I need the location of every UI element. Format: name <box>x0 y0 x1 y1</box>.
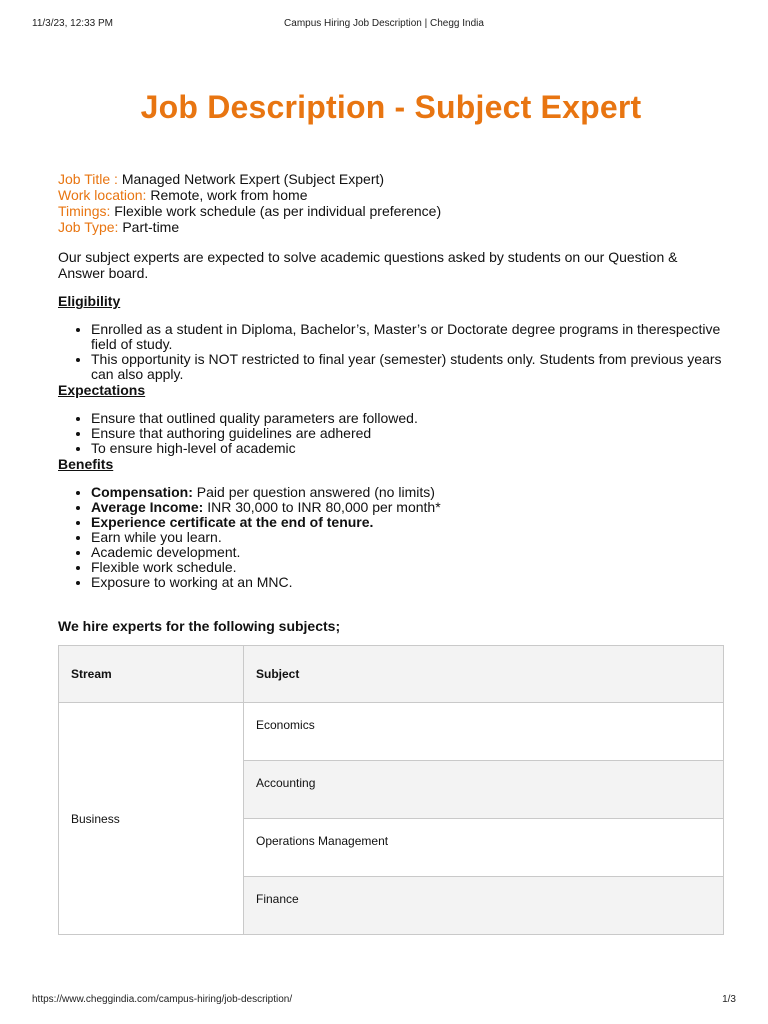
page-number: 1/3 <box>722 994 736 1005</box>
benefit-text: INR 30,000 to INR 80,000 per month* <box>203 499 441 515</box>
meta-label: Job Title : <box>58 171 122 187</box>
stream-cell: Business <box>59 703 244 935</box>
list-item <box>91 530 724 545</box>
subjects-table <box>58 645 724 935</box>
benefit-text: Academic development. <box>91 544 241 560</box>
benefits-list <box>58 485 724 590</box>
meta-value: Remote, work from home <box>150 187 308 203</box>
benefit-text: Paid per question answered (no limits) <box>192 484 435 500</box>
list-item <box>91 575 724 590</box>
meta-job-title <box>58 171 724 187</box>
list-item <box>91 545 724 560</box>
subject-cell: Accounting <box>244 761 724 819</box>
print-page-title: Campus Hiring Job Description | Chegg India <box>284 18 484 29</box>
meta-label: Job Type: <box>58 219 123 235</box>
list-item: • Ensure that authoring guidelines are adhered <box>91 426 724 441</box>
eligibility-list <box>58 322 724 382</box>
meta-work-location <box>58 187 724 203</box>
page-title: Job Description - Subject Expert <box>140 89 642 125</box>
print-header <box>32 18 736 32</box>
meta-job-type <box>58 219 724 235</box>
benefit-bold: Average Income: <box>91 499 204 515</box>
meta-value: Managed Network Expert (Subject Expert) <box>121 171 385 187</box>
table-header-row <box>59 646 724 703</box>
meta-label: Work location: <box>58 187 151 203</box>
subjects-heading: We hire experts for the following subjects; <box>58 618 341 634</box>
list-item: • Enrolled as a student in Diploma, Bachelor’s, Master’s or Doctorate degree programs in therespective field of study. <box>91 322 724 352</box>
subject-cell: Economics <box>244 703 724 761</box>
meta-label: Timings: <box>58 203 115 219</box>
print-url: https://www.cheggindia.com/campus-hiring/job-description/ <box>32 994 293 1005</box>
list-item <box>91 500 724 515</box>
list-item <box>91 515 724 530</box>
column-header-subject: Subject <box>244 646 724 703</box>
benefit-text: Earn while you learn. <box>91 529 222 545</box>
benefit-text: Exposure to working at an MNC. <box>91 574 293 590</box>
list-item: • Ensure that outlined quality parameters are followed. <box>91 411 724 426</box>
job-meta <box>58 171 724 235</box>
document-body <box>58 86 724 634</box>
subject-cell: Operations Management <box>244 819 724 877</box>
list-item: • This opportunity is NOT restricted to final year (semester) students only. Students from previous years can also apply. <box>91 352 724 382</box>
benefit-bold: Experience certificate at the end of tenure. <box>91 514 374 530</box>
intro-paragraph: Our subject experts are expected to solve academic questions asked by students on our Question & Answer board. <box>58 249 678 281</box>
table-row <box>59 703 724 761</box>
print-datetime: 11/3/23, 12:33 PM <box>32 18 113 29</box>
benefits-heading: Benefits <box>58 456 114 472</box>
expectations-heading: Expectations <box>58 382 146 398</box>
meta-value: Flexible work schedule (as per individual preference) <box>114 203 442 219</box>
meta-timings <box>58 203 724 219</box>
column-header-stream: Stream <box>59 646 244 703</box>
benefit-bold: Compensation: <box>91 484 193 500</box>
print-footer <box>32 994 736 1008</box>
eligibility-heading: Eligibility <box>58 293 121 309</box>
list-item <box>91 485 724 500</box>
subject-cell: Finance <box>244 877 724 935</box>
meta-value: Part-time <box>122 219 180 235</box>
list-item <box>91 560 724 575</box>
expectations-list <box>58 411 724 456</box>
list-item: • To ensure high-level of academic <box>91 441 724 456</box>
benefit-text: Flexible work schedule. <box>91 559 237 575</box>
